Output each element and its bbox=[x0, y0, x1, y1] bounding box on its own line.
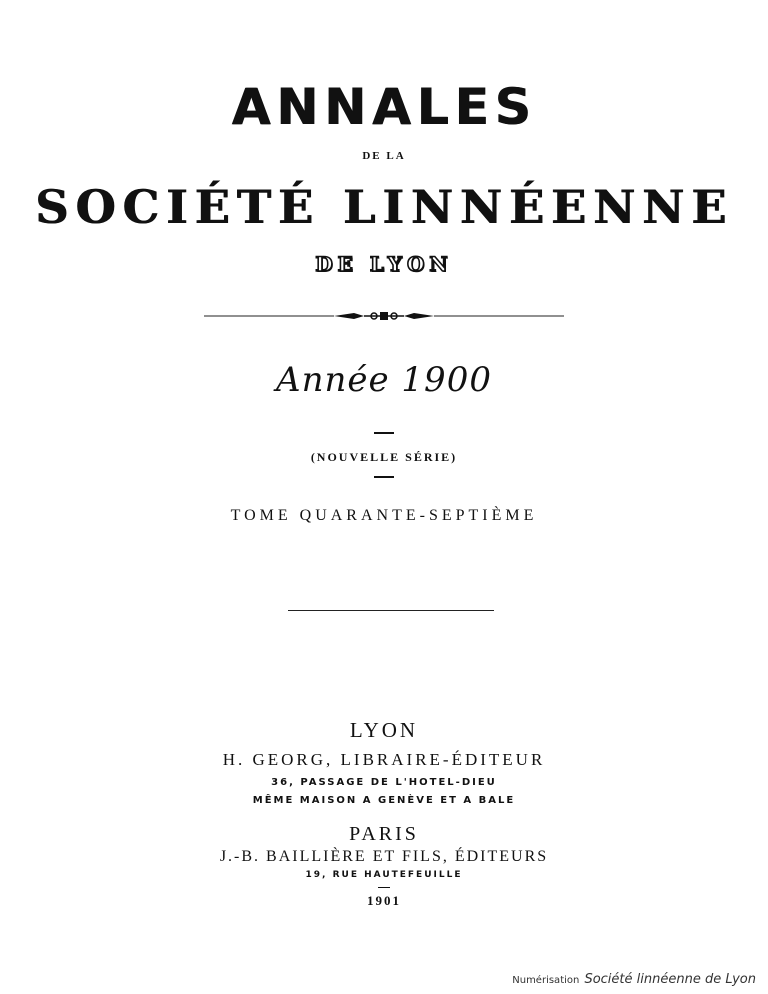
de-lyon-heading: DE LYON bbox=[315, 252, 453, 276]
serie-text: (NOUVELLE SÉRIE) bbox=[310, 450, 458, 464]
digitization-credit bbox=[512, 968, 756, 987]
publisher-bailliere: J.-B. BAILLIÈRE ET FILS, ÉDITEURS bbox=[219, 848, 549, 865]
tome-text: TOME QUARANTE-SEPTIÈME bbox=[230, 507, 538, 524]
city-lyon: LYON bbox=[349, 718, 419, 742]
address-paris: 19, RUE HAUTEFEUILLE bbox=[305, 870, 463, 880]
de-la-text: DE LA bbox=[362, 150, 406, 162]
credit-name: Société linnéenne de Lyon bbox=[584, 972, 756, 987]
horizontal-rule bbox=[288, 610, 494, 611]
annales-heading: ANNALES bbox=[231, 78, 537, 136]
credit-prefix: Numérisation bbox=[512, 975, 580, 986]
divider bbox=[378, 887, 390, 888]
annee-script: Année 1900 bbox=[276, 360, 492, 400]
publisher-georg: H. GEORG, LIBRAIRE-ÉDITEUR bbox=[222, 750, 546, 769]
divider bbox=[374, 476, 394, 478]
maison-text: MÊME MAISON A GENÈVE ET A BALE bbox=[252, 795, 516, 806]
divider bbox=[374, 432, 394, 434]
address-lyon: 36, PASSAGE DE L'HOTEL-DIEU bbox=[271, 777, 497, 788]
publication-year: 1901 bbox=[367, 893, 401, 908]
societe-heading: SOCIÉTÉ LINNÉENNE bbox=[34, 180, 734, 234]
city-paris: PARIS bbox=[349, 823, 419, 845]
ornamental-rule bbox=[0, 310, 768, 322]
